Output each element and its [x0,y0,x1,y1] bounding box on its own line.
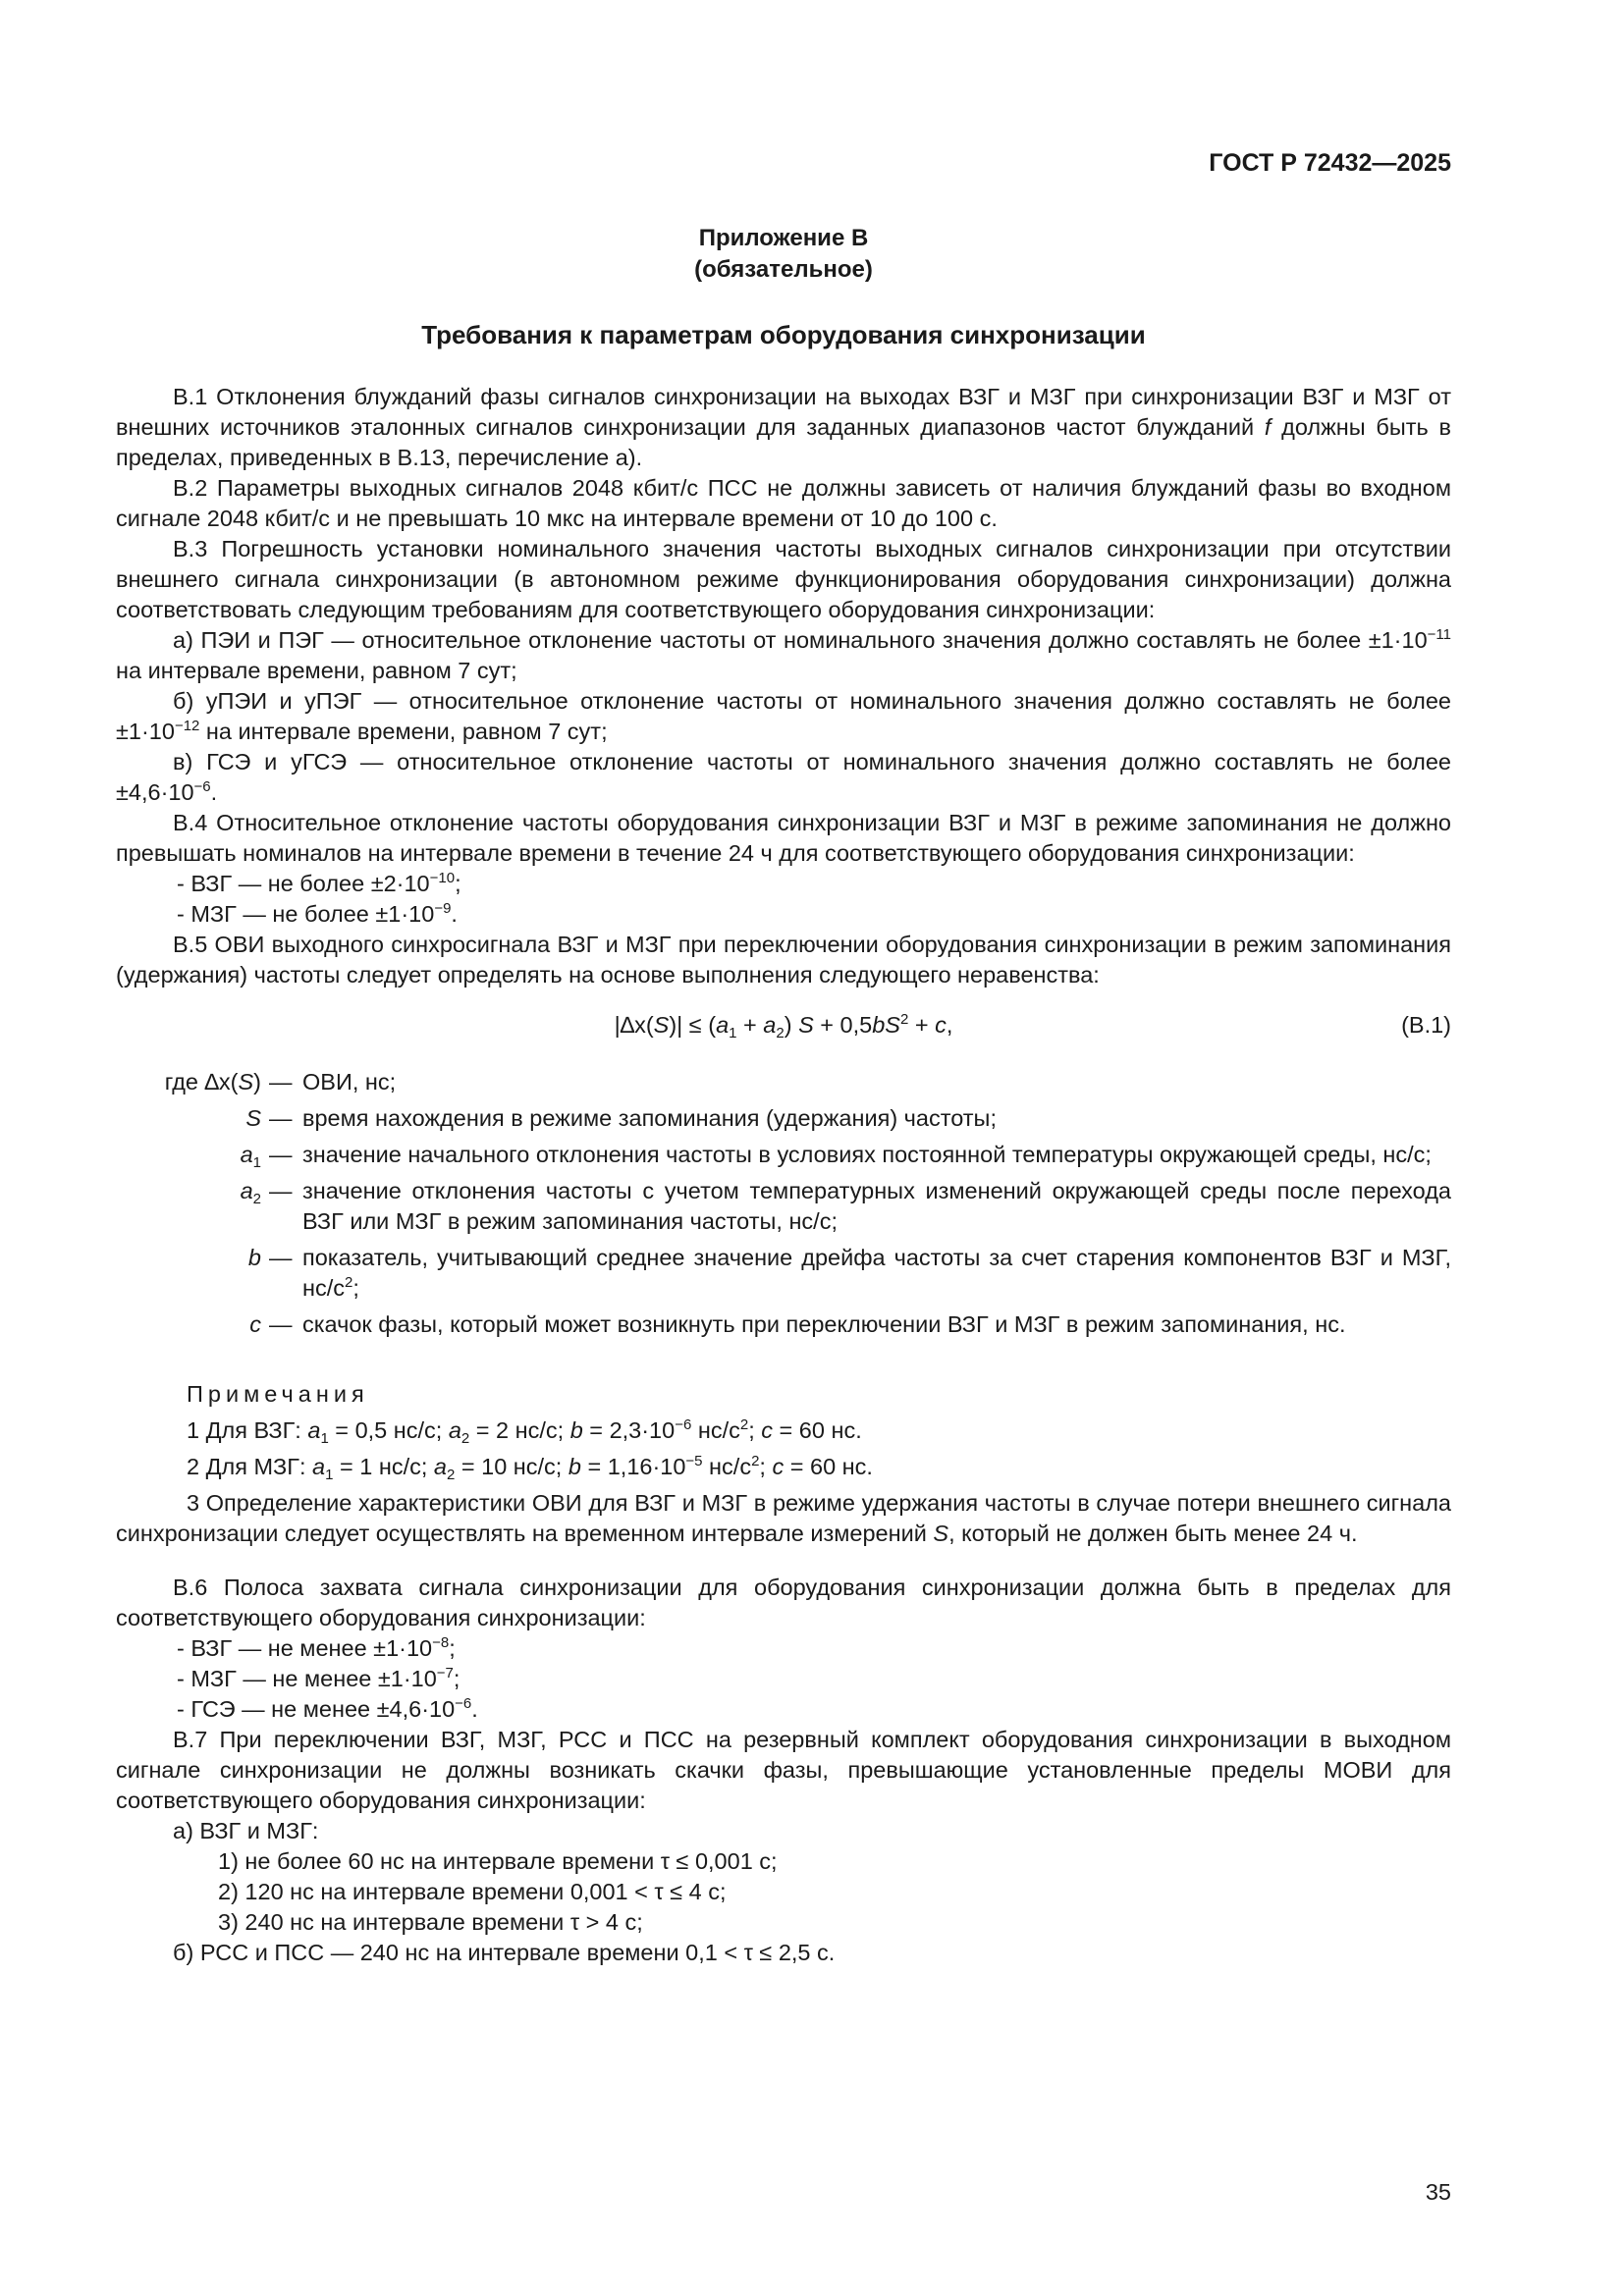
definition-symbol: $a_2$ [240,1178,261,1207]
definitions-table [116,1067,1451,1346]
formula-expression: $|\Delta x(S)| \le (a_1 + a_2) S + 0,5bS^2 + c$, [614,1011,953,1041]
notes-heading: Примечания [187,1381,369,1407]
definition-text: скачок фазы, который может возникнуть при переключении ВЗГ и МЗГ в режим запоминания, нс. [302,1311,1346,1337]
list-item-b7a-3: 3) 240 нс на интервале времени τ > 4 с; [218,1909,643,1935]
paragraph-b5: В.5 ОВИ выходного синхросигнала ВЗГ и МЗГ при переключении оборудования синхронизации в режим запоминания (удержания) частоты следует определять на основе выполнения следующего неравенства: [116,932,1451,988]
definition-symbol: c [249,1311,261,1337]
formula-number: (В.1) [1401,1012,1451,1038]
list-item-b7a: а) ВЗГ и МЗГ: [173,1818,319,1843]
list-item-b3a: а) ПЭИ и ПЭГ — относительное отклонение частоты от номинального значения должно составлять не более $\pm 1\cdot 10^{-11}$ на интервале времени, равном 7 сут; [116,626,1451,683]
definition-dash: — [269,1245,293,1270]
definition-row [116,1176,1451,1243]
list-item-b4-mzg: - МЗГ — не более $\pm 1\cdot 10^{-9}$. [177,900,458,927]
definition-text: время нахождения в режиме запоминания (удержания) частоты; [302,1105,997,1131]
paragraph-b2: В.2 Параметры выходных сигналов 2048 кбит/с ПСС не должны зависеть от наличия блужданий фазы во входном сигнале 2048 кбит/с и не превышать 10 мкс на интервале времени от 10 до 100 с. [116,475,1451,531]
list-item-b3b: б) уПЭИ и уПЭГ — относительное отклонение частоты от номинального значения должно составлять не более $\pm 1\cdot 10^{-12}$ на интервале времени, равном 7 сут; [116,688,1451,744]
paragraph-b7: В.7 При переключении ВЗГ, МЗГ, РСС и ПСС на резервный комплект оборудования синхронизации в выходном сигнале синхронизации не должны возникать скачки фазы, превышающие установленные пределы МОВИ для соответствующего оборудования синхронизации: [116,1727,1451,1813]
definition-dash: — [269,1105,293,1131]
definition-symbol: b [247,1245,261,1270]
definition-dash: — [269,1178,293,1203]
paragraph-b3: В.3 Погрешность установки номинального значения частоты выходных сигналов синхронизации при отсутствии внешнего сигнала синхронизации (в автономном режиме функционирования оборудования синхронизации) должна соответствовать следующим требованиям для соответствующего оборудования синхронизации: [116,536,1451,622]
definition-row [116,1309,1451,1346]
paragraph-b1: В.1 Отклонения блужданий фазы сигналов синхронизации на выходах ВЗГ и МЗГ при синхронизации ВЗГ и МЗГ от внешних источников эталонных сигналов синхронизации для заданных диапазонов частот блужданий f должны быть в пределах, приведенных в В.13, перечисление а). [116,384,1451,470]
paragraph-b6: В.6 Полоса захвата сигнала синхронизации для оборудования синхронизации должна быть в пределах для соответствующего оборудования синхронизации: [116,1575,1451,1630]
definition-row [116,1103,1451,1140]
definition-row [116,1243,1451,1309]
list-item-b4-vzg: - ВЗГ — не более $\pm 2\cdot 10^{-10}$; [177,870,461,896]
definition-text: ОВИ, нс; [302,1069,397,1095]
body-content [116,382,1451,1968]
definition-symbol: $a_1$ [240,1142,261,1171]
list-item-b7a-1: 1) не более 60 нс на интервале времени τ ≤ 0,001 с; [218,1848,778,1874]
list-item-b3c: в) ГСЭ и уГСЭ — относительное отклонение частоты от номинального значения должно составлять не более $\pm 4,6\cdot 10^{-6}$. [116,749,1451,805]
paragraph-b4: В.4 Относительное отклонение частоты оборудования синхронизации ВЗГ и МЗГ в режиме запоминания не должно превышать номиналов на интервале времени в течение 24 ч для соответствующего оборудования синхронизации: [116,810,1451,866]
section-title: Требования к параметрам оборудования синхронизации [421,320,1146,349]
definition-symbol: S [245,1105,261,1131]
list-item-b7b: б) РСС и ПСС — 240 нс на интервале времени 0,1 < τ ≤ 2,5 с. [173,1940,836,1965]
definition-text: значение начального отклонения частоты в условиях постоянной температуры окружающей среды, нс/с; [302,1142,1432,1167]
definition-text: показатель, учитывающий среднее значение дрейфа частоты за счет старения компонентов ВЗГ и МЗГ, $нс/с^2$; [302,1245,1451,1301]
definition-row [116,1140,1451,1176]
appendix-type: (обязательное) [694,256,873,283]
appendix-title: Приложение В [698,225,869,251]
note-2: 2 Для МЗГ: $a_1 = 1$ нс/с; $a_2 = 10$ нс/с; $b = 1,16\cdot 10^{-5}$ $нс/с^2$; c = 60 нс. [187,1453,873,1483]
definition-text: значение отклонения частоты с учетом температурных изменений окружающей среды после перехода ВЗГ или МЗГ в режим запоминания частоты, нс/с; [302,1178,1451,1234]
list-item-b6-mzg: - МЗГ — не менее $\pm 1\cdot 10^{-7}$; [177,1665,460,1691]
list-item-b7a-2: 2) 120 нс на интервале времени 0,001 < τ ≤ 4 с; [218,1879,727,1904]
definition-dash: — [269,1069,293,1095]
list-item-b6-gse: - ГСЭ — не менее $\pm 4,6\cdot 10^{-6}$. [177,1695,478,1722]
note-1: 1 Для ВЗГ: $a_1 = 0,5$ нс/с; $a_2 = 2$ нс/с; $b = 2,3\cdot 10^{-6}$ $нс/с^2$; c = 60 нс. [187,1416,862,1447]
definition-dash: — [269,1311,293,1337]
list-item-b6-vzg: - ВЗГ — не менее $\pm 1\cdot 10^{-8}$; [177,1634,456,1661]
note-3: 3 Определение характеристики ОВИ для ВЗГ и МЗГ в режиме удержания частоты в случае потери внешнего сигнала синхронизации следует осуществлять на временном интервале измерений S, который не должен быть менее 24 ч. [116,1490,1451,1546]
document-code: ГОСТ Р 72432—2025 [1209,149,1451,177]
page-number: 35 [1425,2179,1451,2205]
formula-b1 [116,1010,1451,1043]
definition-dash: — [269,1142,293,1167]
definition-symbol: где ∆x(S) [164,1069,261,1095]
definition-row [116,1067,1451,1103]
